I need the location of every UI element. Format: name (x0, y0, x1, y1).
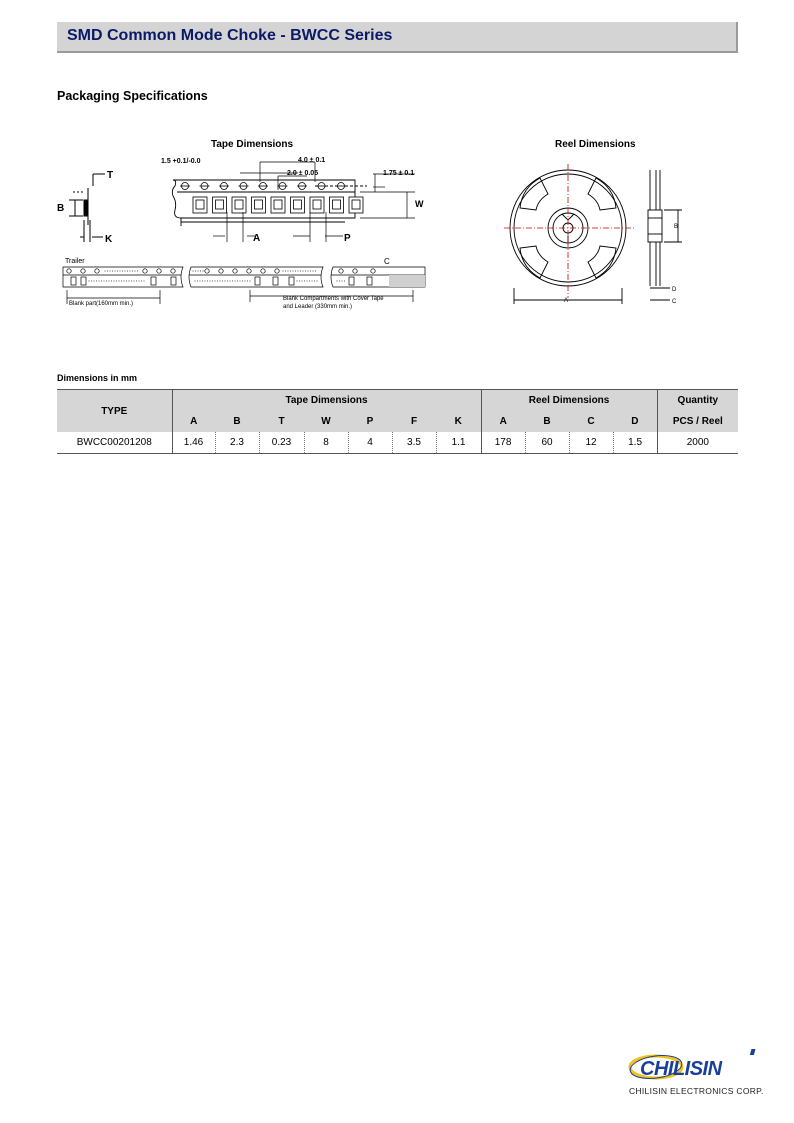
tape-label-B: B (57, 203, 65, 214)
tape-col-k: K (436, 411, 481, 432)
strip-sprocket-hole (261, 269, 265, 273)
strip-dot (139, 281, 140, 282)
strip-dot (222, 281, 223, 282)
tape-label-A: A (253, 233, 261, 244)
strip-pocket (255, 277, 260, 285)
strip-dot (300, 271, 301, 272)
strip-dot (198, 271, 199, 272)
strip-pocket (171, 277, 176, 285)
tape-pocket-inner (216, 200, 224, 209)
strip-dot (237, 281, 238, 282)
strip-dot (110, 271, 111, 272)
reel-label-B: B (674, 224, 679, 230)
strip-pocket (81, 277, 86, 285)
strip-dot (304, 281, 305, 282)
strip-dot (232, 281, 233, 282)
logo-caption: CHILISIN ELECTRONICS CORP. (629, 1086, 764, 1096)
tape-label-blank-part: Blank part(160mm min.) (69, 301, 134, 307)
tape-pockets (193, 197, 363, 213)
tape-label-edge: 1.75 ± 0.1 (383, 170, 415, 177)
strip-dot (295, 271, 296, 272)
strip-pocket (151, 277, 156, 285)
strip-dot (134, 281, 135, 282)
reel-figure-title: Reel Dimensions (555, 139, 636, 150)
strip-dot (94, 281, 95, 282)
strip-dot (109, 281, 110, 282)
cell-reel-a: 178 (481, 432, 525, 454)
strip-dot (105, 271, 106, 272)
strip-dot (104, 281, 105, 282)
strip-dot (200, 271, 201, 272)
cell-tape-b: 2.3 (215, 432, 259, 454)
strip-sprocket-hole (353, 269, 357, 273)
reel-label-D: D (672, 287, 677, 293)
tape-strip-holes (67, 269, 375, 285)
quantity-group-header: Quantity (657, 390, 738, 412)
cell-reel-d: 1.5 (613, 432, 657, 454)
tape-pocket-inner (196, 200, 204, 209)
tape-sprocket-holes (180, 183, 346, 190)
reel-dimensions-diagram (500, 150, 700, 310)
strip-dot (117, 271, 118, 272)
tape-dimensions-diagram (55, 150, 435, 315)
tape-label-blank-comp-2: and Leader (330mm min.) (283, 304, 353, 310)
strip-dot (250, 281, 251, 282)
strip-dot (101, 281, 102, 282)
tape-label-P: P (344, 233, 351, 244)
strip-sprocket-hole (233, 269, 237, 273)
strip-pocket (71, 277, 76, 285)
strip-dot (91, 281, 92, 282)
strip-dot (99, 281, 100, 282)
strip-dot (126, 281, 127, 282)
strip-pocket (273, 277, 278, 285)
strip-dot (96, 281, 97, 282)
strip-dot (245, 281, 246, 282)
strip-dot (127, 271, 128, 272)
strip-sprocket-hole (157, 269, 161, 273)
strip-dot (124, 281, 125, 282)
tape-col-w: W (304, 411, 348, 432)
strip-sprocket-hole (275, 269, 279, 273)
type-header: TYPE (57, 390, 172, 433)
tape-label-C: C (384, 257, 390, 266)
strip-sprocket-hole (95, 269, 99, 273)
strip-dot (202, 281, 203, 282)
strip-sprocket-hole (371, 269, 375, 273)
reel-col-b: B (525, 411, 569, 432)
tape-label-blank-comp-1: Blank Compartments with Cover Tape (283, 296, 384, 302)
strip-dot (116, 281, 117, 282)
strip-dot (315, 271, 316, 272)
strip-dot (197, 281, 198, 282)
strip-dot (121, 281, 122, 282)
tape-col-f: F (392, 411, 436, 432)
tape-strip-dots (89, 271, 345, 282)
strip-dot (130, 271, 131, 272)
strip-dot (210, 281, 211, 282)
table-row (57, 432, 738, 454)
tape-label-K: K (105, 234, 113, 245)
strip-dot (298, 271, 299, 272)
reel-col-a: A (481, 411, 525, 432)
cell-tape-f: 3.5 (392, 432, 436, 454)
strip-dot (200, 281, 201, 282)
tape-label-W: W (415, 199, 424, 209)
strip-dot (141, 281, 142, 282)
strip-dot (122, 271, 123, 272)
strip-dot (283, 271, 284, 272)
strip-sprocket-hole (247, 269, 251, 273)
strip-sprocket-hole (143, 269, 147, 273)
strip-pocket (289, 277, 294, 285)
strip-pocket (367, 277, 372, 285)
strip-dot (317, 281, 318, 282)
reel-side-view (514, 170, 682, 304)
strip-dot (307, 281, 308, 282)
strip-dot (111, 281, 112, 282)
cell-tape-p: 4 (348, 432, 392, 454)
strip-dot (240, 281, 241, 282)
strip-dot (125, 271, 126, 272)
strip-dot (242, 281, 243, 282)
tape-label-half-pitch: 2.0 ± 0.05 (287, 170, 319, 177)
cell-type: BWCC00201208 (57, 432, 172, 454)
strip-dot (339, 281, 340, 282)
cell-tape-a: 1.46 (172, 432, 215, 454)
cell-tape-w: 8 (304, 432, 348, 454)
strip-dot (344, 281, 345, 282)
strip-dot (220, 281, 221, 282)
tape-label-trailer: Trailer (65, 258, 85, 265)
tape-pocket-inner (235, 200, 243, 209)
strip-sprocket-hole (67, 269, 71, 273)
strip-dot (136, 281, 137, 282)
strip-dot (308, 271, 309, 272)
strip-dot (112, 271, 113, 272)
strip-dot (195, 271, 196, 272)
strip-sprocket-hole (339, 269, 343, 273)
tape-figure-title: Tape Dimensions (211, 139, 294, 150)
strip-dot (288, 271, 289, 272)
tape-col-t: T (259, 411, 304, 432)
strip-dot (144, 281, 145, 282)
strip-dot (297, 281, 298, 282)
strip-dot (106, 281, 107, 282)
strip-sprocket-hole (81, 269, 85, 273)
strip-dot (193, 271, 194, 272)
tape-label-hole-dia: 1.5 +0.1/-0.0 (161, 158, 201, 165)
strip-dot (293, 271, 294, 272)
strip-dot (309, 281, 310, 282)
strip-dot (135, 271, 136, 272)
strip-dot (285, 271, 286, 272)
strip-dot (107, 271, 108, 272)
strip-dot (129, 281, 130, 282)
strip-dot (203, 271, 204, 272)
strip-dot (299, 281, 300, 282)
strip-dot (137, 271, 138, 272)
cell-tape-t: 0.23 (259, 432, 304, 454)
strip-dot (290, 271, 291, 272)
strip-sprocket-hole (205, 269, 209, 273)
dimensions-table (57, 389, 738, 454)
page-title: SMD Common Mode Choke - BWCC Series (67, 27, 393, 44)
tape-group-header: Tape Dimensions (172, 390, 481, 412)
strip-dot (313, 271, 314, 272)
strip-dot (132, 271, 133, 272)
strip-dot (131, 281, 132, 282)
strip-dot (215, 281, 216, 282)
strip-dot (312, 281, 313, 282)
tape-label-T: T (107, 170, 114, 181)
cell-reel-b: 60 (525, 432, 569, 454)
strip-dot (207, 281, 208, 282)
strip-dot (302, 281, 303, 282)
strip-dot (114, 281, 115, 282)
tape-label-pitch: 4.0 ± 0.1 (298, 157, 326, 164)
reel-label-C: C (672, 299, 677, 305)
strip-dot (247, 281, 248, 282)
strip-dot (314, 281, 315, 282)
strip-dot (303, 271, 304, 272)
tape-pocket-inner (352, 200, 360, 209)
strip-dot (119, 281, 120, 282)
tape-pocket-inner (255, 200, 263, 209)
strip-dot (337, 281, 338, 282)
strip-dot (310, 271, 311, 272)
strip-dot (305, 271, 306, 272)
reel-col-d: D (613, 411, 657, 432)
tape-pocket-inner (274, 200, 282, 209)
strip-dot (205, 281, 206, 282)
cell-quantity: 2000 (657, 432, 738, 454)
reel-col-c: C (569, 411, 613, 432)
strip-pocket (349, 277, 354, 285)
strip-dot (230, 281, 231, 282)
tape-pocket-inner (294, 200, 302, 209)
cell-tape-k: 1.1 (436, 432, 481, 454)
reel-group-header: Reel Dimensions (481, 390, 657, 412)
section-title: Packaging Specifications (57, 89, 208, 103)
strip-dot (217, 281, 218, 282)
quantity-col: PCS / Reel (657, 411, 738, 432)
tape-pocket-inner (333, 200, 341, 209)
svg-text:CHILISIN: CHILISIN (640, 1058, 722, 1080)
strip-sprocket-hole (219, 269, 223, 273)
strip-dot (115, 271, 116, 272)
strip-dot (235, 281, 236, 282)
reel-label-A: A (564, 298, 569, 304)
strip-sprocket-hole (171, 269, 175, 273)
cell-reel-c: 12 (569, 432, 613, 454)
tape-side-profile (69, 174, 105, 242)
strip-dot (195, 281, 196, 282)
tape-col-b: B (215, 411, 259, 432)
strip-dot (120, 271, 121, 272)
header-bar (57, 22, 738, 53)
tape-col-p: P (348, 411, 392, 432)
tape-col-a: A (172, 411, 215, 432)
strip-dot (89, 281, 90, 282)
table-caption: Dimensions in mm (57, 373, 138, 383)
strip-dot (227, 281, 228, 282)
strip-dot (225, 281, 226, 282)
tape-pocket-inner (313, 200, 321, 209)
strip-dot (212, 281, 213, 282)
strip-dot (342, 281, 343, 282)
